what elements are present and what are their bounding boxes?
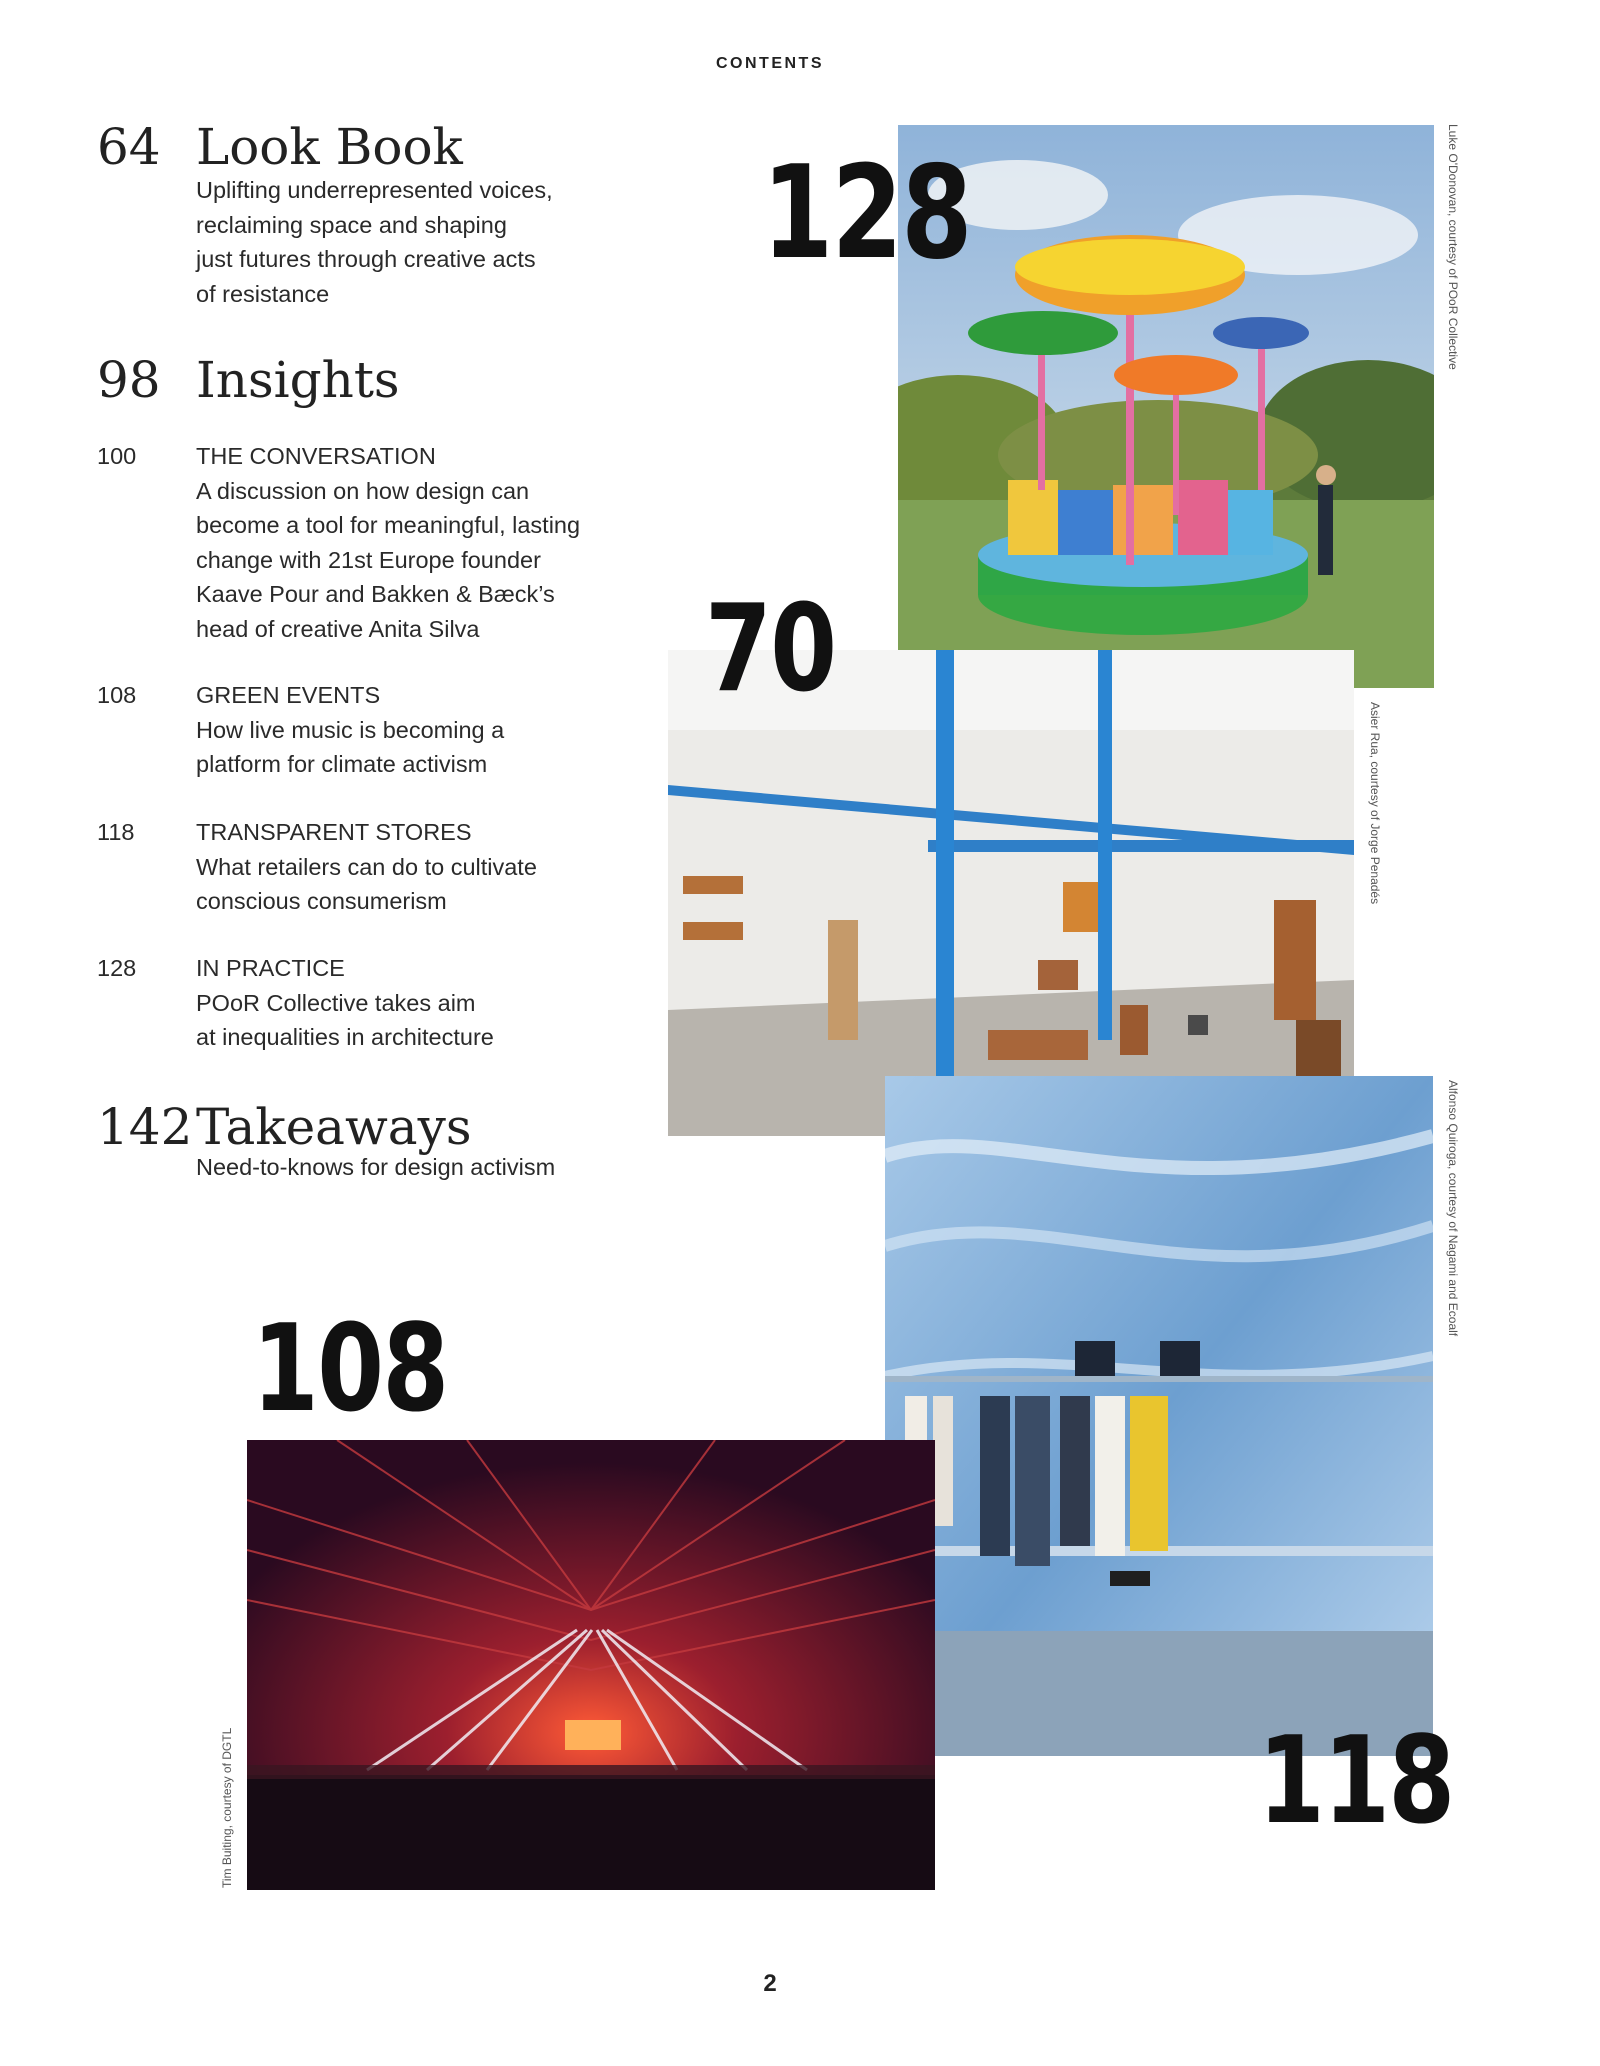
desc-line: A discussion on how design can	[196, 477, 530, 504]
page-header: CONTENTS	[716, 55, 824, 72]
article-heading: THE CONVERSATION	[196, 443, 436, 469]
desc-line: POoR Collective takes aim	[196, 989, 476, 1016]
concert-photo	[247, 1440, 935, 1890]
section-title-insights: Insights	[196, 351, 400, 409]
article-conversation	[196, 439, 580, 646]
desc-line: What retailers can do to cultivate	[196, 853, 537, 880]
article-heading: IN PRACTICE	[196, 955, 345, 981]
desc-line: at inequalities in architecture	[196, 1024, 494, 1050]
gallery-photo	[668, 650, 1354, 1136]
article-heading: GREEN EVENTS	[196, 682, 381, 708]
section-desc-takeaways: Need-to-knows for design activism	[196, 1154, 556, 1180]
photo-credit-carousel: Luke O'Donovan, courtesy of POoR Collective	[1446, 124, 1460, 370]
page-callout-128: 128	[762, 139, 971, 288]
desc-line: just futures through creative acts	[196, 246, 536, 272]
desc-line: conscious consumerism	[196, 888, 447, 914]
article-number: 128	[97, 955, 137, 981]
article-number: 118	[97, 819, 135, 845]
article-in-practice	[196, 951, 494, 1055]
page-callout-118: 118	[1258, 1712, 1454, 1851]
section-title-takeaways: Takeaways	[196, 1098, 472, 1156]
desc-line: Uplifting underrepresented voices,	[196, 177, 553, 203]
carousel-photo	[898, 125, 1434, 688]
article-transparent-stores	[196, 815, 537, 919]
photo-credit-gallery: Asier Rua, courtesy of Jorge Penadés	[1368, 702, 1382, 905]
section-desc-lookbook	[196, 173, 553, 311]
desc-line: head of creative Anita Silva	[196, 615, 480, 642]
section-number-insights: 98	[97, 351, 161, 409]
desc-line: How live music is becoming a	[196, 716, 505, 743]
article-heading: TRANSPARENT STORES	[196, 819, 472, 845]
section-number-lookbook: 64	[97, 118, 161, 176]
desc-line: reclaiming space and shaping	[196, 211, 507, 238]
desc-line: become a tool for meaningful, lasting	[196, 512, 581, 538]
article-green-events	[196, 678, 504, 782]
photo-credit-store: Alfonso Quiroga, courtesy of Nagami and Ecoalf	[1446, 1080, 1460, 1337]
desc-line: Kaave Pour and Bakken & Bæck’s	[196, 581, 555, 607]
article-number: 100	[97, 443, 137, 469]
article-number: 108	[97, 682, 137, 708]
page-number: 2	[763, 1970, 777, 1997]
section-number-takeaways: 142	[97, 1098, 193, 1156]
desc-line: of resistance	[196, 280, 330, 307]
page-callout-108: 108	[252, 1300, 448, 1439]
desc-line: platform for climate activism	[196, 751, 488, 777]
photo-credit-concert: Tim Buiting, courtesy of DGTL	[220, 1727, 234, 1888]
page-callout-70: 70	[705, 580, 836, 719]
desc-line: change with 21st Europe founder	[196, 546, 541, 573]
store-photo	[885, 1076, 1433, 1756]
section-title-lookbook: Look Book	[196, 118, 463, 176]
